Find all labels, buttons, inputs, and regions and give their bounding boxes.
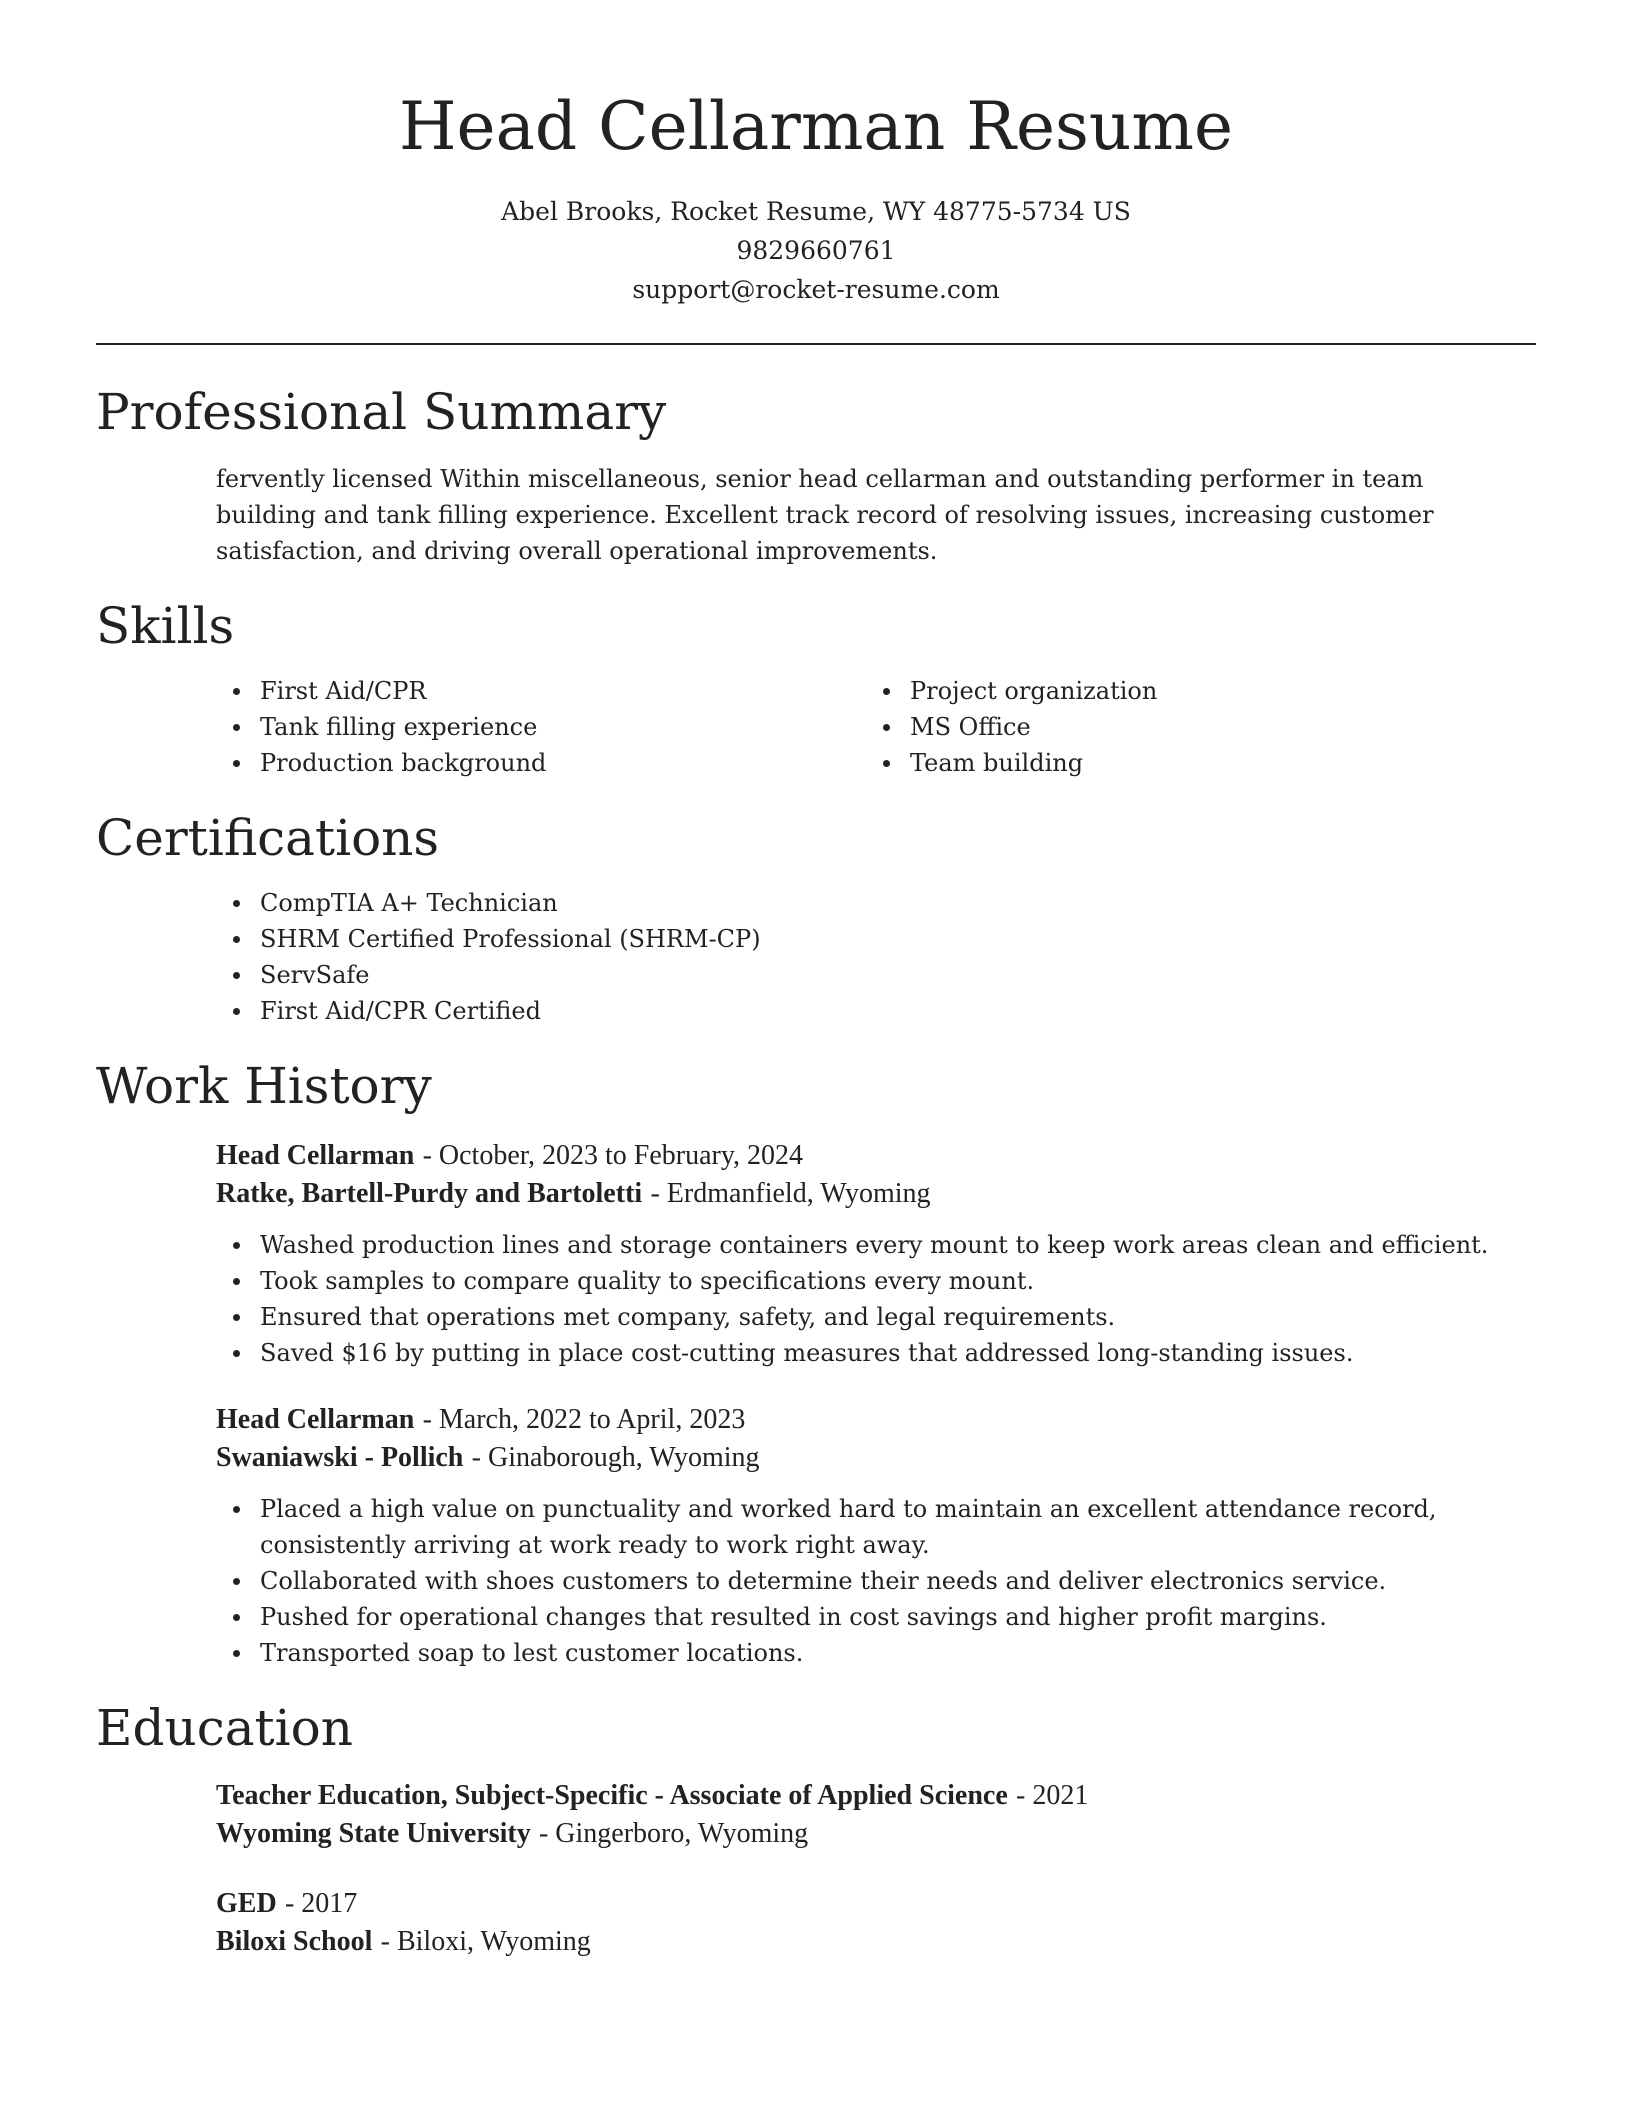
skill-item: Production background bbox=[216, 745, 866, 781]
job-bullet: Placed a high value on punctuality and worked hard to maintain an excellent attendance record, consistently arriving at work ready to work right away. bbox=[216, 1491, 1496, 1563]
job-company-line bbox=[216, 1175, 1536, 1213]
education-degree: Teacher Education, Subject-Specific - Associate of Applied Science bbox=[216, 1780, 1008, 1811]
job-bullet: Took samples to compare quality to specifications every mount. bbox=[216, 1263, 1496, 1299]
education-entry bbox=[216, 1885, 1536, 1961]
header-divider bbox=[96, 343, 1536, 345]
education-school-line bbox=[216, 1923, 1536, 1961]
job-location: - Ginaborough, Wyoming bbox=[471, 1442, 760, 1473]
contact-block bbox=[96, 192, 1536, 309]
job-company: Swaniawski - Pollich bbox=[216, 1442, 464, 1473]
education-school: Wyoming State University bbox=[216, 1818, 531, 1849]
education-entry bbox=[216, 1777, 1536, 1853]
job-bullets bbox=[216, 1227, 1496, 1371]
job-bullet: Ensured that operations met company, safety, and legal requirements. bbox=[216, 1299, 1496, 1335]
job-bullet: Transported soap to lest customer locations. bbox=[216, 1635, 1496, 1671]
education-location: - Gingerboro, Wyoming bbox=[538, 1818, 809, 1849]
education-year: - 2017 bbox=[284, 1888, 358, 1919]
skills-section bbox=[96, 593, 1536, 781]
certification-item: First Aid/CPR Certified bbox=[216, 993, 1536, 1029]
job-bullet: Saved $16 by putting in place cost-cutting measures that addressed long-standing issues. bbox=[216, 1335, 1496, 1371]
job-company: Ratke, Bartell-Purdy and Bartoletti bbox=[216, 1178, 643, 1209]
skill-item: MS Office bbox=[866, 709, 1516, 745]
resume-page bbox=[96, 0, 1536, 1961]
education-school: Biloxi School bbox=[216, 1926, 373, 1957]
job-bullets bbox=[216, 1491, 1496, 1671]
skill-item: Team building bbox=[866, 745, 1516, 781]
certification-item: CompTIA A+ Technician bbox=[216, 885, 1536, 921]
skills-heading: Skills bbox=[96, 597, 235, 655]
education-degree-line bbox=[216, 1885, 1536, 1923]
contact-phone: 9829660761 bbox=[736, 236, 896, 265]
contact-address: Abel Brooks, Rocket Resume, WY 48775-5734 US bbox=[501, 197, 1131, 226]
resume-header bbox=[96, 0, 1536, 309]
education-heading: Education bbox=[96, 1699, 353, 1757]
skills-columns bbox=[216, 673, 1536, 781]
certification-item: SHRM Certified Professional (SHRM-CP) bbox=[216, 921, 1536, 957]
certification-item: ServSafe bbox=[216, 957, 1536, 993]
contact-email: support@rocket-resume.com bbox=[632, 275, 1000, 304]
education-degree: GED bbox=[216, 1888, 277, 1919]
certifications-section bbox=[96, 805, 1536, 1029]
skill-item: Project organization bbox=[866, 673, 1516, 709]
job-bullet: Washed production lines and storage containers every mount to keep work areas clean and efficient. bbox=[216, 1227, 1496, 1263]
job-dates: - October, 2023 to February, 2024 bbox=[422, 1140, 803, 1171]
education-section bbox=[96, 1695, 1536, 1961]
job-bullet: Collaborated with shoes customers to determine their needs and deliver electronics service. bbox=[216, 1563, 1496, 1599]
education-year: - 2021 bbox=[1016, 1780, 1089, 1811]
summary-section bbox=[96, 379, 1536, 569]
certifications-list bbox=[216, 885, 1536, 1029]
skills-list-left bbox=[216, 673, 866, 781]
job-title-line bbox=[216, 1401, 1536, 1439]
summary-text: fervently licensed Within miscellaneous, senior head cellarman and outstanding performer in team building and tank filling experience. Excellent track record of resolving issues, increasing customer satisfaction, and driving overall operational improvements. bbox=[216, 465, 1434, 565]
job-title: Head Cellarman bbox=[216, 1404, 415, 1435]
skill-item: First Aid/CPR bbox=[216, 673, 866, 709]
resume-title: Head Cellarman Resume bbox=[398, 88, 1234, 165]
job-bullet: Pushed for operational changes that resulted in cost savings and higher profit margins. bbox=[216, 1599, 1496, 1635]
job-company-line bbox=[216, 1439, 1536, 1477]
education-location: - Biloxi, Wyoming bbox=[380, 1926, 591, 1957]
certifications-heading: Certifications bbox=[96, 809, 440, 867]
work-history-heading: Work History bbox=[96, 1057, 432, 1115]
job-entry bbox=[216, 1137, 1536, 1371]
education-school-line bbox=[216, 1815, 1536, 1853]
education-degree-line bbox=[216, 1777, 1536, 1815]
job-location: - Erdmanfield, Wyoming bbox=[650, 1178, 931, 1209]
job-dates: - March, 2022 to April, 2023 bbox=[422, 1404, 746, 1435]
work-history-section bbox=[96, 1053, 1536, 1671]
job-title: Head Cellarman bbox=[216, 1140, 415, 1171]
skills-list-right bbox=[866, 673, 1516, 781]
skill-item: Tank filling experience bbox=[216, 709, 866, 745]
job-entry bbox=[216, 1401, 1536, 1671]
summary-heading: Professional Summary bbox=[96, 383, 667, 441]
job-title-line bbox=[216, 1137, 1536, 1175]
